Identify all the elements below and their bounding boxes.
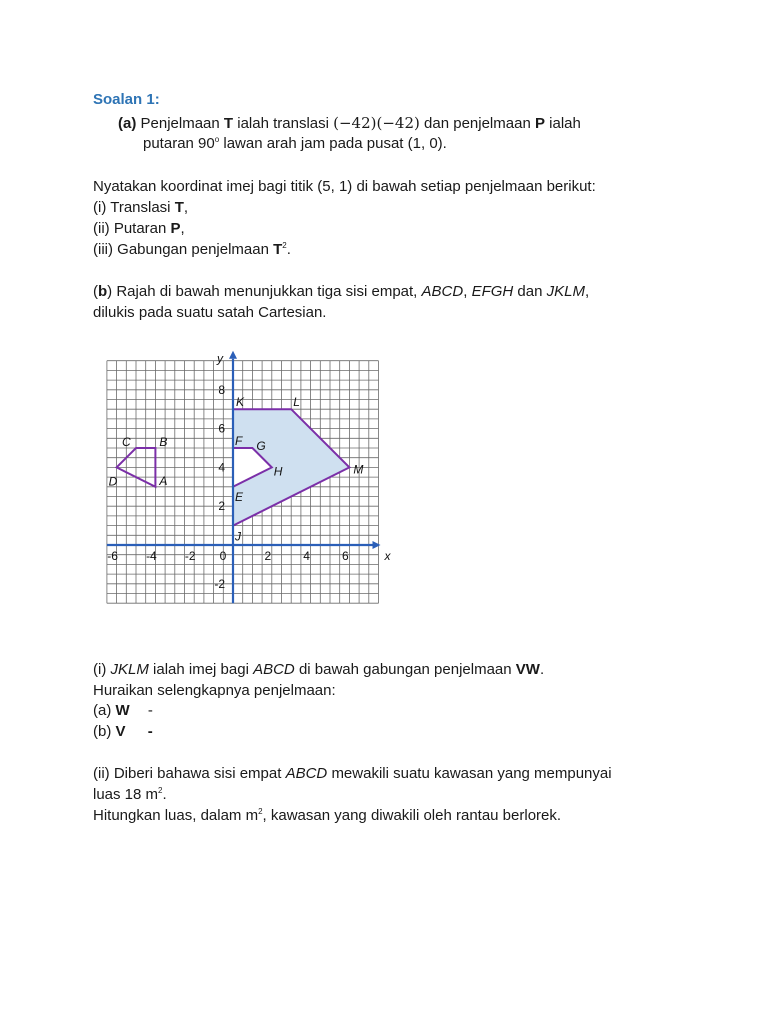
y-tick-label: 4 (218, 460, 225, 475)
y-tick-label: 2 (218, 499, 225, 514)
point-label-h: H (273, 464, 283, 479)
y-tick-label: 8 (218, 382, 225, 397)
point-label-a: A (159, 473, 168, 488)
x-axis-arrow (373, 541, 381, 549)
x-tick-label: 2 (264, 549, 272, 563)
point-label-d: D (108, 474, 118, 489)
x-tick-label: 4 (303, 549, 310, 563)
part-a-line-2: putaran 90$^o$ lawan arah jam pada pusat (1, 0). (143, 135, 447, 152)
point-label-g: G (256, 439, 266, 453)
transform-t: T (223, 115, 234, 132)
transform-p: P (534, 115, 545, 132)
item-iii: (iii) Gabungan penjelmaan $T^2$. (93, 241, 291, 258)
x-tick-label: -4 (146, 549, 157, 563)
translation-vector: (−42)(−42) (333, 114, 420, 132)
y-tick-label: -2 (214, 576, 225, 591)
sub-ii-line-3: Hitungkan luas, dalam $m^2$, kawasan yang diwakili oleh rantau berlorek. (93, 807, 562, 824)
part-b-line-1: (b) Rajah di bawah menunjukkan tiga sisi empat, ABCD, EFGH dan JKLM, (93, 283, 590, 300)
point-label-e: E (235, 489, 244, 504)
y-axis-label: y (217, 351, 223, 366)
point-label-l: L (293, 395, 300, 410)
y-tick-label: 6 (218, 421, 225, 436)
sub-ii-line-2: luas 18 $m^2$. (93, 786, 167, 803)
question-text: Nyatakan koordinat imej bagi titik (5, 1) di bawah setiap penjelmaan berikut: (93, 178, 596, 195)
sub-i-line-1: (i) JKLM ialah imej bagi ABCD di bawah gabungan penjelmaan VW. (93, 661, 545, 678)
point-label-k: K (236, 395, 245, 410)
cartesian-graph (104, 346, 391, 608)
part-a-label: (a) (118, 115, 137, 132)
x-tick-label: 6 (342, 549, 349, 563)
point-label-m: M (353, 462, 364, 477)
y-axis-arrow (229, 351, 237, 359)
item-i: (i) Translasi T, (93, 199, 189, 216)
sub-i-a: (a) W - (93, 702, 153, 719)
x-tick-label: 0 (219, 549, 227, 563)
question-heading: Soalan 1: (93, 91, 160, 108)
x-axis-label: x (384, 549, 391, 563)
point-label-c: C (122, 435, 131, 449)
part-a-line-1: (a) Penjelmaan T ialah translasi (−42)(−42) dan penjelmaan P ialah (118, 114, 581, 132)
sub-i-line-2: Huraikan selengkapnya penjelmaan: (93, 682, 336, 699)
sub-ii-line-1: (ii) Diberi bahawa sisi empat ABCD mewakili suatu kawasan yang mempunyai (93, 765, 612, 782)
point-label-b: B (159, 435, 168, 449)
item-ii: (ii) Putaran P, (93, 220, 185, 237)
x-tick-label: -6 (107, 549, 118, 563)
point-label-j: J (235, 529, 241, 544)
sub-i-b: (b) V - (93, 723, 153, 740)
part-b-line-2: dilukis pada suatu satah Cartesian. (93, 304, 327, 321)
part-b-label: b (98, 283, 108, 300)
point-label-f: F (235, 434, 243, 448)
x-tick-label: -2 (184, 549, 196, 563)
